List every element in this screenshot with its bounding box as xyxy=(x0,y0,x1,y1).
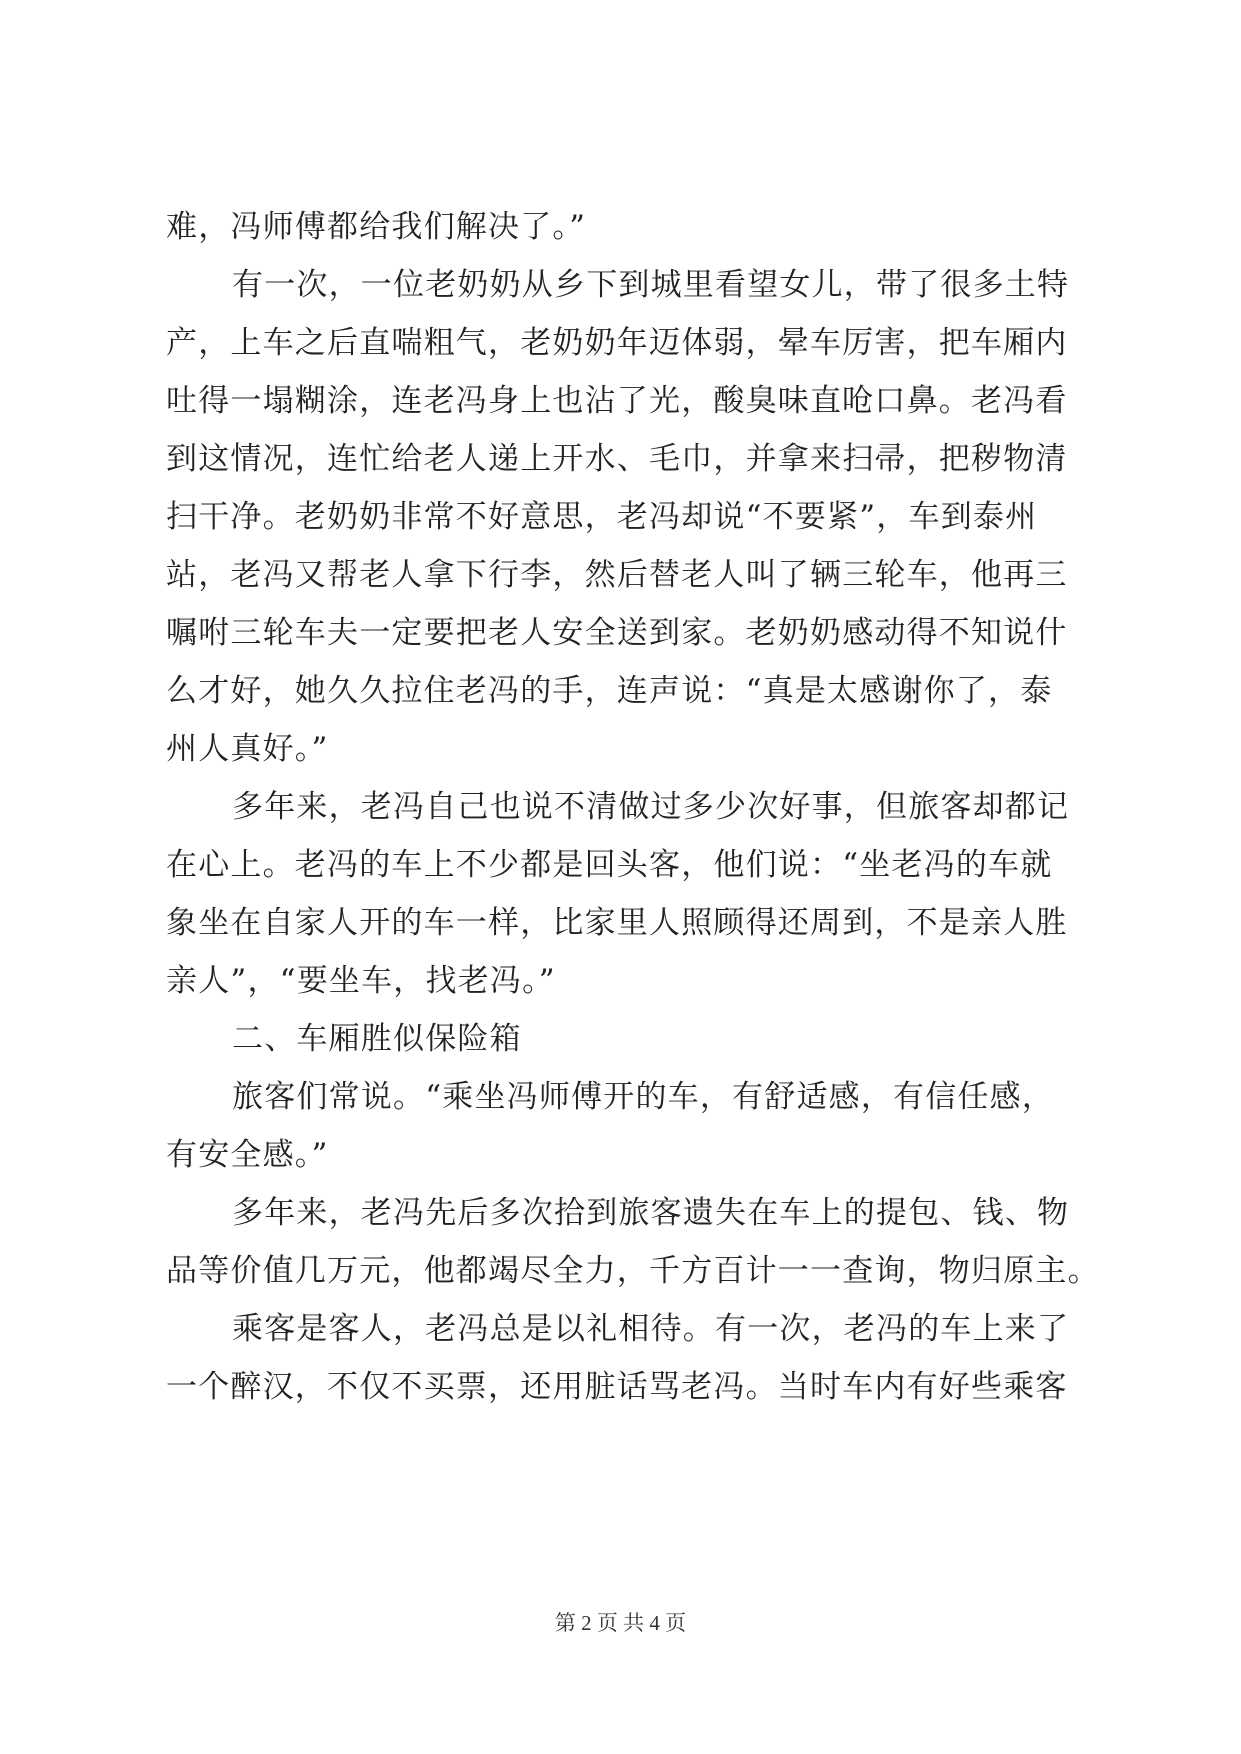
text-line: 一个醉汉，不仅不买票，还用脏话骂老冯。当时车内有好些乘客 xyxy=(166,1369,1068,1405)
text-line: 象坐在自家人开的车一样，比家里人照顾得还周到，不是亲人胜 xyxy=(166,905,1068,941)
text-line: 难，冯师傅都给我们解决了。” xyxy=(166,209,587,245)
text-line: 有安全感。” xyxy=(166,1137,329,1173)
text-line: 到这情况，连忙给老人递上开水、毛巾，并拿来扫帚，把秽物清 xyxy=(166,441,1068,477)
text-line: 站，老冯又帮老人拿下行李，然后替老人叫了辆三轮车，他再三 xyxy=(166,557,1068,593)
paragraph-start: 多年来，老冯自己也说不清做过多少次好事，但旅客却都记 xyxy=(232,789,1070,825)
text-line: 吐得一塌糊涂，连老冯身上也沾了光，酸臭味直呛口鼻。老冯看 xyxy=(166,383,1068,419)
text-line: 产，上车之后直喘粗气，老奶奶年迈体弱，晕车厉害，把车厢内 xyxy=(166,325,1068,361)
paragraph-start: 有一次，一位老奶奶从乡下到城里看望女儿，带了很多土特 xyxy=(232,267,1070,303)
text-line: 品等价值几万元，他都竭尽全力，千方百计一一查询，物归原主。 xyxy=(166,1253,1100,1289)
paragraph-start: 多年来，老冯先后多次拾到旅客遗失在车上的提包、钱、物 xyxy=(232,1195,1070,1231)
paragraph-start: 乘客是客人，老冯总是以礼相待。有一次，老冯的车上来了 xyxy=(232,1311,1070,1347)
page-number-footer: 第 2 页 共 4 页 xyxy=(554,1611,687,1635)
section-heading: 二、车厢胜似保险箱 xyxy=(232,1021,522,1057)
text-line: 么才好，她久久拉住老冯的手，连声说：“真是太感谢你了，泰 xyxy=(166,673,1053,709)
paragraph-start: 旅客们常说。“乘坐冯师傅开的车，有舒适感，有信任感， xyxy=(232,1079,1055,1115)
text-line: 州人真好。” xyxy=(166,731,329,767)
text-line: 在心上。老冯的车上不少都是回头客，他们说：“坐老冯的车就 xyxy=(166,847,1053,883)
text-line: 扫干净。老奶奶非常不好意思，老冯却说“不要紧”，车到泰州 xyxy=(166,499,1038,535)
text-line: 亲人”，“要坐车，找老冯。” xyxy=(166,963,556,999)
text-line: 嘱咐三轮车夫一定要把老人安全送到家。老奶奶感动得不知说什 xyxy=(166,615,1068,651)
